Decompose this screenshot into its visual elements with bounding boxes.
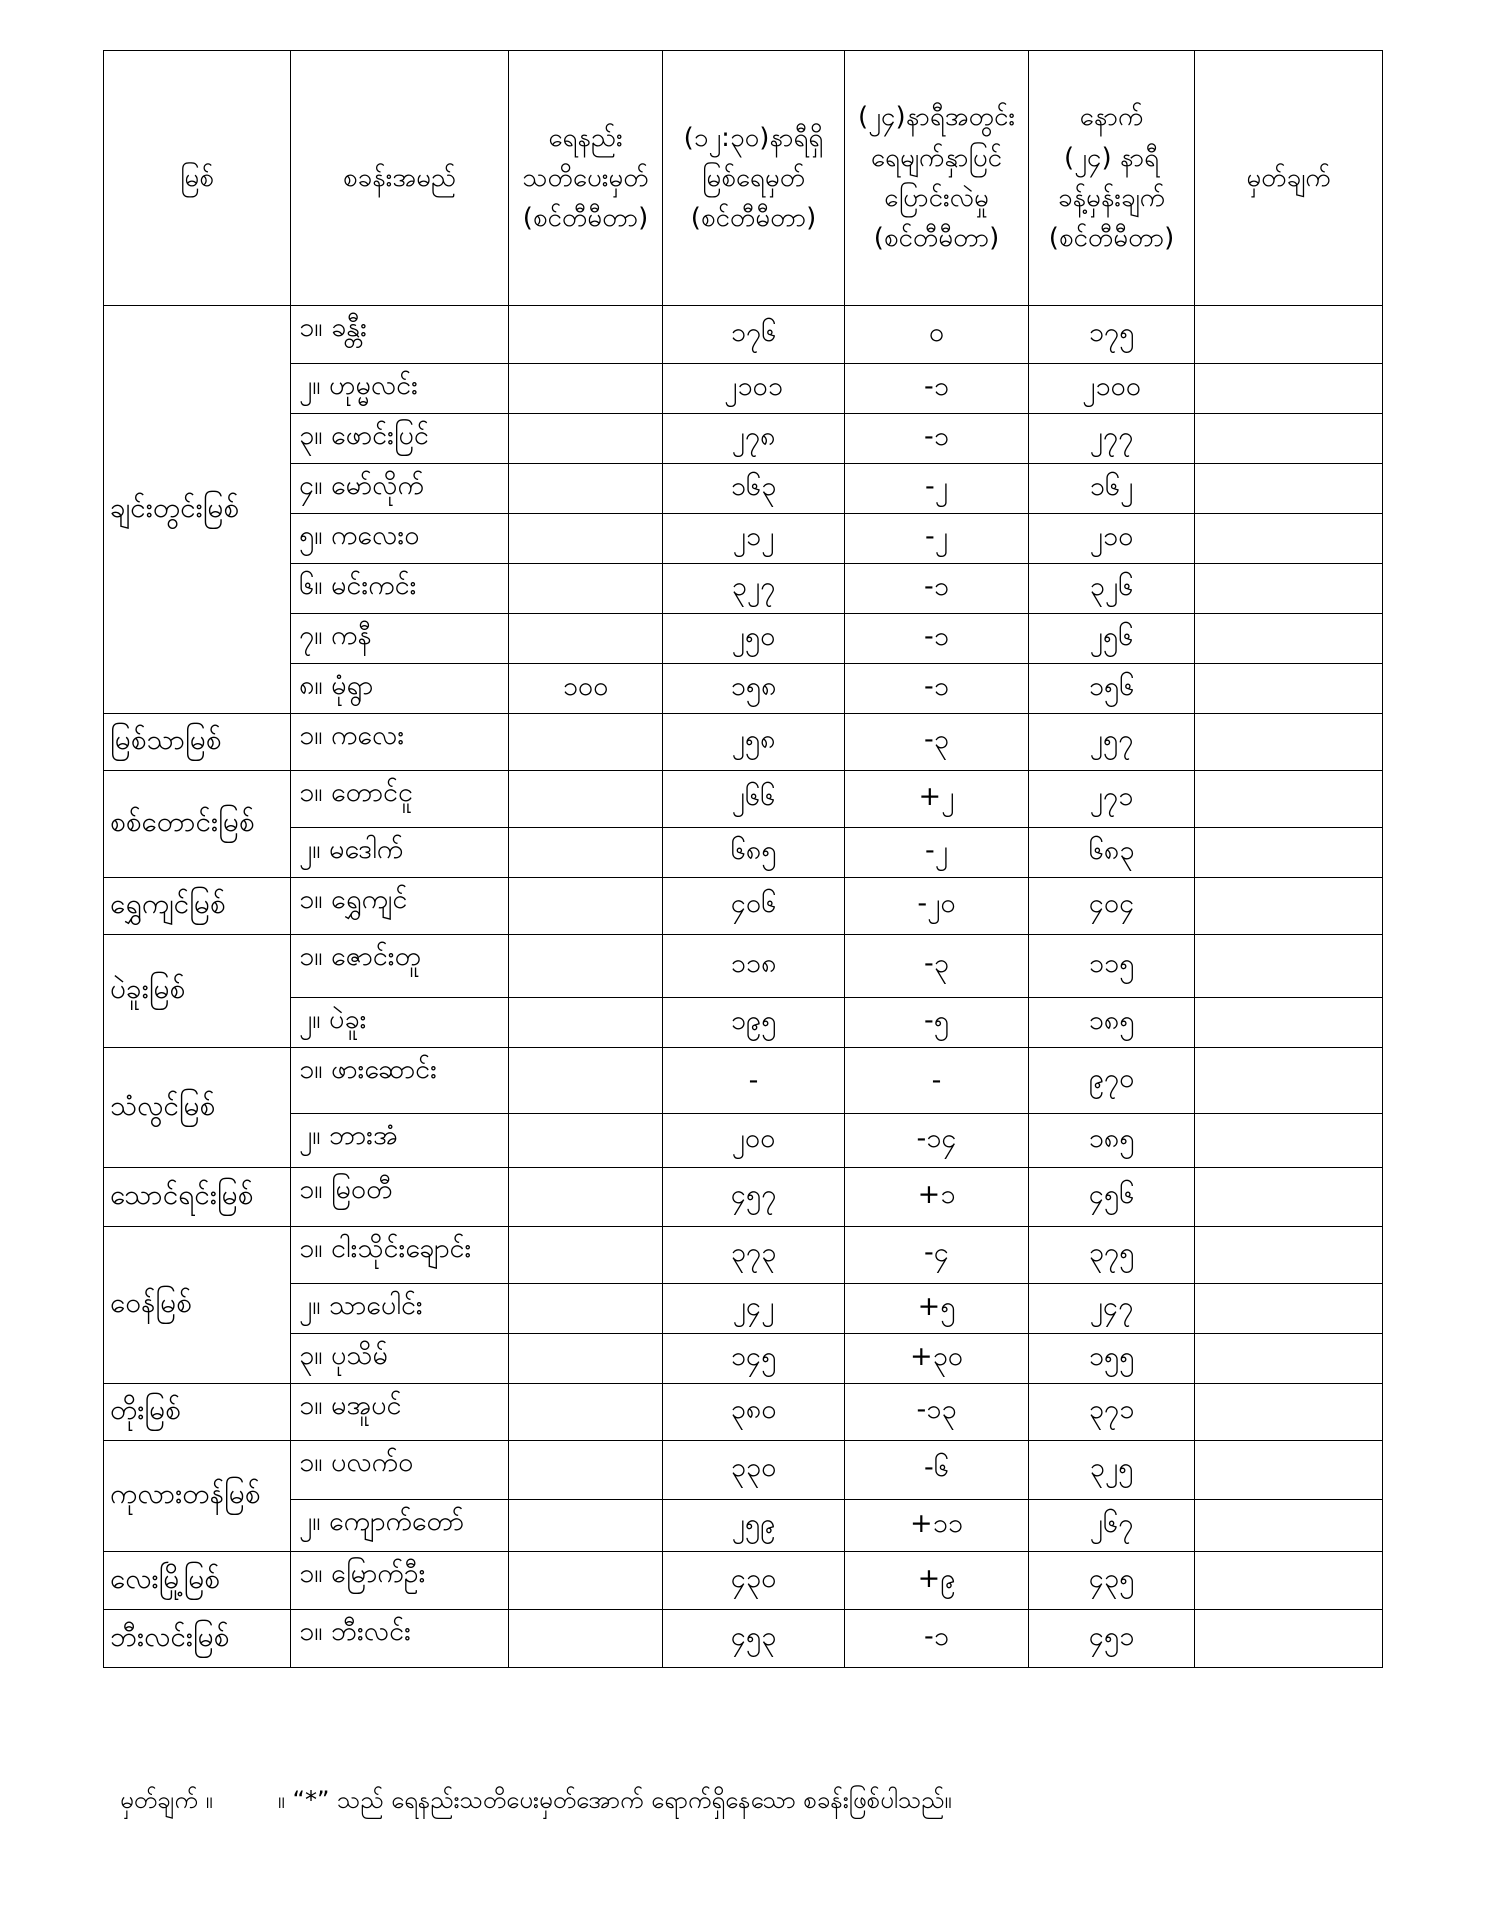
current-level-cell: ၄၃၀ <box>663 1552 845 1610</box>
table-row <box>104 771 1383 828</box>
table-header <box>104 51 1383 306</box>
remark-cell <box>1195 1284 1383 1334</box>
danger-level-cell <box>509 714 663 771</box>
header-station: စခန်းအမည် <box>291 51 509 306</box>
forecast-cell: ၃၇၅ <box>1029 1227 1195 1284</box>
change-cell: - <box>845 1048 1029 1114</box>
change-cell: +၁၁ <box>845 1500 1029 1552</box>
table-row <box>104 414 1383 464</box>
station-name: ၈။ မုံရွာ <box>291 664 509 714</box>
current-level-cell: ၂၁၀၁ <box>663 364 845 414</box>
station-name: ၁။ မအူပင် <box>291 1384 509 1441</box>
river-name: လေးမြို့မြစ် <box>104 1552 291 1610</box>
change-cell: +၅ <box>845 1284 1029 1334</box>
footnote <box>120 1784 952 1820</box>
station-name: ၂။ ဟုမ္မလင်း <box>291 364 509 414</box>
danger-level-cell <box>509 564 663 614</box>
river-name: သောင်ရင်းမြစ် <box>104 1168 291 1227</box>
table-row <box>104 935 1383 998</box>
danger-level-cell <box>509 364 663 414</box>
forecast-cell: ၄၀၄ <box>1029 878 1195 935</box>
danger-level-cell <box>509 1048 663 1114</box>
table-row <box>104 828 1383 878</box>
current-level-cell: ၂၇၈ <box>663 414 845 464</box>
current-level-cell: ၂၆၆ <box>663 771 845 828</box>
table-row <box>104 614 1383 664</box>
danger-level-cell <box>509 1441 663 1500</box>
table-row <box>104 514 1383 564</box>
river-name: ပဲခူးမြစ် <box>104 935 291 1048</box>
station-name: ၁။ ပလက်ဝ <box>291 1441 509 1500</box>
station-name: ၂။ ဘားအံ <box>291 1114 509 1168</box>
current-level-cell: ၂၄၂ <box>663 1284 845 1334</box>
station-name: ၁။ ငါးသိုင်းချောင်း <box>291 1227 509 1284</box>
remark-cell <box>1195 1441 1383 1500</box>
danger-level-cell <box>509 771 663 828</box>
danger-level-cell <box>509 935 663 998</box>
river-name: ရွှေကျင်မြစ် <box>104 878 291 935</box>
header-24h-change: (၂၄)နာရီအတွင်း ရေမျက်နှာပြင် ပြောင်းလဲမှု (စင်တီမီတာ) <box>845 51 1029 306</box>
change-cell: -၁ <box>845 414 1029 464</box>
forecast-cell: ၂၇၇ <box>1029 414 1195 464</box>
river-name: ဘီးလင်းမြစ် <box>104 1610 291 1668</box>
table-row <box>104 464 1383 514</box>
table-row <box>104 664 1383 714</box>
remark-cell <box>1195 1610 1383 1668</box>
danger-level-cell <box>509 514 663 564</box>
danger-level-cell <box>509 1168 663 1227</box>
table-row <box>104 1441 1383 1500</box>
remark-cell <box>1195 1048 1383 1114</box>
current-level-cell: ၄၅၇ <box>663 1168 845 1227</box>
table-row <box>104 564 1383 614</box>
change-cell: -၁ <box>845 1610 1029 1668</box>
forecast-cell: ၁၅၆ <box>1029 664 1195 714</box>
station-name: ၃။ ဖောင်းပြင် <box>291 414 509 464</box>
remark-cell <box>1195 1168 1383 1227</box>
remark-cell <box>1195 306 1383 364</box>
danger-level-cell: ၁၀၀ <box>509 664 663 714</box>
remark-cell <box>1195 464 1383 514</box>
current-level-cell: ၃၂၇ <box>663 564 845 614</box>
remark-cell <box>1195 514 1383 564</box>
river-name: ဝေန်မြစ် <box>104 1227 291 1384</box>
change-cell: -၆ <box>845 1441 1029 1500</box>
change-cell: -၃ <box>845 714 1029 771</box>
change-cell: +၁ <box>845 1168 1029 1227</box>
current-level-cell: ၄၅၃ <box>663 1610 845 1668</box>
forecast-cell: ၂၁၀၀ <box>1029 364 1195 414</box>
river-name: တိုးမြစ် <box>104 1384 291 1441</box>
current-level-cell: ၁၉၅ <box>663 998 845 1048</box>
table-body <box>104 306 1383 1668</box>
table-row <box>104 1284 1383 1334</box>
current-level-cell: ၁၅၈ <box>663 664 845 714</box>
station-name: ၁။ မြောက်ဦး <box>291 1552 509 1610</box>
current-level-cell: ၃၈၀ <box>663 1384 845 1441</box>
forecast-cell: ၆၈၃ <box>1029 828 1195 878</box>
header-river: မြစ် <box>104 51 291 306</box>
table-row <box>104 714 1383 771</box>
change-cell: ၀ <box>845 306 1029 364</box>
forecast-cell: ၂၇၁ <box>1029 771 1195 828</box>
danger-level-cell <box>509 614 663 664</box>
remark-cell <box>1195 364 1383 414</box>
forecast-cell: ၃၇၁ <box>1029 1384 1195 1441</box>
danger-level-cell <box>509 414 663 464</box>
change-cell: -၁ <box>845 614 1029 664</box>
forecast-cell: ၁၇၅ <box>1029 306 1195 364</box>
table-row <box>104 306 1383 364</box>
river-name: ချင်းတွင်းမြစ် <box>104 306 291 714</box>
table-row <box>104 1384 1383 1441</box>
danger-level-cell <box>509 878 663 935</box>
change-cell: -၂ <box>845 464 1029 514</box>
forecast-cell: ၉၇၀ <box>1029 1048 1195 1114</box>
forecast-cell: ၃၂၅ <box>1029 1441 1195 1500</box>
table-row <box>104 1227 1383 1284</box>
current-level-cell: ၂၀၀ <box>663 1114 845 1168</box>
remark-cell <box>1195 878 1383 935</box>
remark-cell <box>1195 1500 1383 1552</box>
table-row <box>104 1048 1383 1114</box>
water-level-table <box>103 50 1383 1668</box>
station-name: ၁။ ဘီးလင်း <box>291 1610 509 1668</box>
forecast-cell: ၂၅၆ <box>1029 614 1195 664</box>
remark-cell <box>1195 1114 1383 1168</box>
danger-level-cell <box>509 1284 663 1334</box>
station-name: ၁။ ကလေး <box>291 714 509 771</box>
change-cell: -၅ <box>845 998 1029 1048</box>
river-name: မြစ်သာမြစ် <box>104 714 291 771</box>
remark-cell <box>1195 614 1383 664</box>
forecast-cell: ၁၆၂ <box>1029 464 1195 514</box>
change-cell: +၃၀ <box>845 1334 1029 1384</box>
change-cell: -၃ <box>845 935 1029 998</box>
forecast-cell: ၄၃၅ <box>1029 1552 1195 1610</box>
forecast-cell: ၄၅၁ <box>1029 1610 1195 1668</box>
current-level-cell: ၆၈၅ <box>663 828 845 878</box>
forecast-cell: ၁၈၅ <box>1029 1114 1195 1168</box>
danger-level-cell <box>509 464 663 514</box>
danger-level-cell <box>509 1384 663 1441</box>
header-danger-level: ရေနည်း သတိပေးမှတ် (စင်တီမီတာ) <box>509 51 663 306</box>
remark-cell <box>1195 1334 1383 1384</box>
danger-level-cell <box>509 1227 663 1284</box>
footnote-text: ။ “*” သည် ရေနည်းသတိပေးမှတ်အောက် ရောက်ရှိနေသော စခန်းဖြစ်ပါသည်။ <box>277 1786 952 1814</box>
current-level-cell: ၁၁၈ <box>663 935 845 998</box>
station-name: ၅။ ကလေးဝ <box>291 514 509 564</box>
table-row <box>104 1114 1383 1168</box>
header-remark: မှတ်ချက် <box>1195 51 1383 306</box>
remark-cell <box>1195 935 1383 998</box>
danger-level-cell <box>509 998 663 1048</box>
danger-level-cell <box>509 1610 663 1668</box>
document-page <box>103 50 1383 1814</box>
current-level-cell: ၃၃၀ <box>663 1441 845 1500</box>
change-cell: -၁ <box>845 664 1029 714</box>
station-name: ၁။ ခန္တီး <box>291 306 509 364</box>
station-name: ၁။ မြဝတီ <box>291 1168 509 1227</box>
forecast-cell: ၂၆၇ <box>1029 1500 1195 1552</box>
change-cell: -၁၃ <box>845 1384 1029 1441</box>
remark-cell <box>1195 664 1383 714</box>
forecast-cell: ၁၅၅ <box>1029 1334 1195 1384</box>
change-cell: -၂ <box>845 514 1029 564</box>
current-level-cell: ၂၅၀ <box>663 614 845 664</box>
current-level-cell: ၁၄၅ <box>663 1334 845 1384</box>
station-name: ၂။ ပဲခူး <box>291 998 509 1048</box>
change-cell: +၂ <box>845 771 1029 828</box>
station-name: ၄။ မော်လိုက် <box>291 464 509 514</box>
remark-cell <box>1195 771 1383 828</box>
danger-level-cell <box>509 1114 663 1168</box>
forecast-cell: ၁၈၅ <box>1029 998 1195 1048</box>
change-cell: -၁ <box>845 564 1029 614</box>
change-cell: -၁ <box>845 364 1029 414</box>
station-name: ၂။ သာပေါင်း <box>291 1284 509 1334</box>
forecast-cell: ၂၁၀ <box>1029 514 1195 564</box>
forecast-cell: ၃၂၆ <box>1029 564 1195 614</box>
river-name: သံလွင်မြစ် <box>104 1048 291 1168</box>
remark-cell <box>1195 564 1383 614</box>
header-current-level: (၁၂:၃၀)နာရီရှိ မြစ်ရေမှတ် (စင်တီမီတာ) <box>663 51 845 306</box>
current-level-cell: ၁၆၃ <box>663 464 845 514</box>
remark-cell <box>1195 714 1383 771</box>
remark-cell <box>1195 1227 1383 1284</box>
danger-level-cell <box>509 1552 663 1610</box>
current-level-cell: ၃၇၃ <box>663 1227 845 1284</box>
remark-cell <box>1195 828 1383 878</box>
change-cell: -၂၀ <box>845 878 1029 935</box>
danger-level-cell <box>509 828 663 878</box>
station-name: ၁။ ရွှေကျင် <box>291 878 509 935</box>
current-level-cell: - <box>663 1048 845 1114</box>
current-level-cell: ၁၇၆ <box>663 306 845 364</box>
river-name: ကုလားတန်မြစ် <box>104 1441 291 1552</box>
current-level-cell: ၂၅၉ <box>663 1500 845 1552</box>
table-row <box>104 1334 1383 1384</box>
danger-level-cell <box>509 1334 663 1384</box>
station-name: ၂။ မဒေါက် <box>291 828 509 878</box>
remark-cell <box>1195 998 1383 1048</box>
change-cell: -၄ <box>845 1227 1029 1284</box>
table-row <box>104 1500 1383 1552</box>
remark-cell <box>1195 414 1383 464</box>
change-cell: -၂ <box>845 828 1029 878</box>
table-row <box>104 1552 1383 1610</box>
station-name: ၃။ ပုသိမ် <box>291 1334 509 1384</box>
station-name: ၇။ ကနီ <box>291 614 509 664</box>
header-forecast: နောက် (၂၄) နာရီ ခန့်မှန်းချက် (စင်တီမီတာ) <box>1029 51 1195 306</box>
current-level-cell: ၄၀၆ <box>663 878 845 935</box>
forecast-cell: ၂၄၇ <box>1029 1284 1195 1334</box>
river-name: စစ်တောင်းမြစ် <box>104 771 291 878</box>
current-level-cell: ၂၁၂ <box>663 514 845 564</box>
remark-cell <box>1195 1552 1383 1610</box>
danger-level-cell <box>509 1500 663 1552</box>
station-name: ၁။ ဇောင်းတူ <box>291 935 509 998</box>
forecast-cell: ၄၅၆ <box>1029 1168 1195 1227</box>
forecast-cell: ၂၅၇ <box>1029 714 1195 771</box>
footnote-label: မှတ်ချက် ။ <box>120 1786 213 1814</box>
forecast-cell: ၁၁၅ <box>1029 935 1195 998</box>
station-name: ၆။ မင်းကင်း <box>291 564 509 614</box>
remark-cell <box>1195 1384 1383 1441</box>
station-name: ၁။ ဖားဆောင်း <box>291 1048 509 1114</box>
table-row <box>104 998 1383 1048</box>
table-row <box>104 878 1383 935</box>
table-row <box>104 1610 1383 1668</box>
danger-level-cell <box>509 306 663 364</box>
station-name: ၂။ ကျောက်တော် <box>291 1500 509 1552</box>
table-row <box>104 364 1383 414</box>
station-name: ၁။ တောင်ငူ <box>291 771 509 828</box>
table-row <box>104 1168 1383 1227</box>
current-level-cell: ၂၅၈ <box>663 714 845 771</box>
change-cell: -၁၄ <box>845 1114 1029 1168</box>
change-cell: +၉ <box>845 1552 1029 1610</box>
